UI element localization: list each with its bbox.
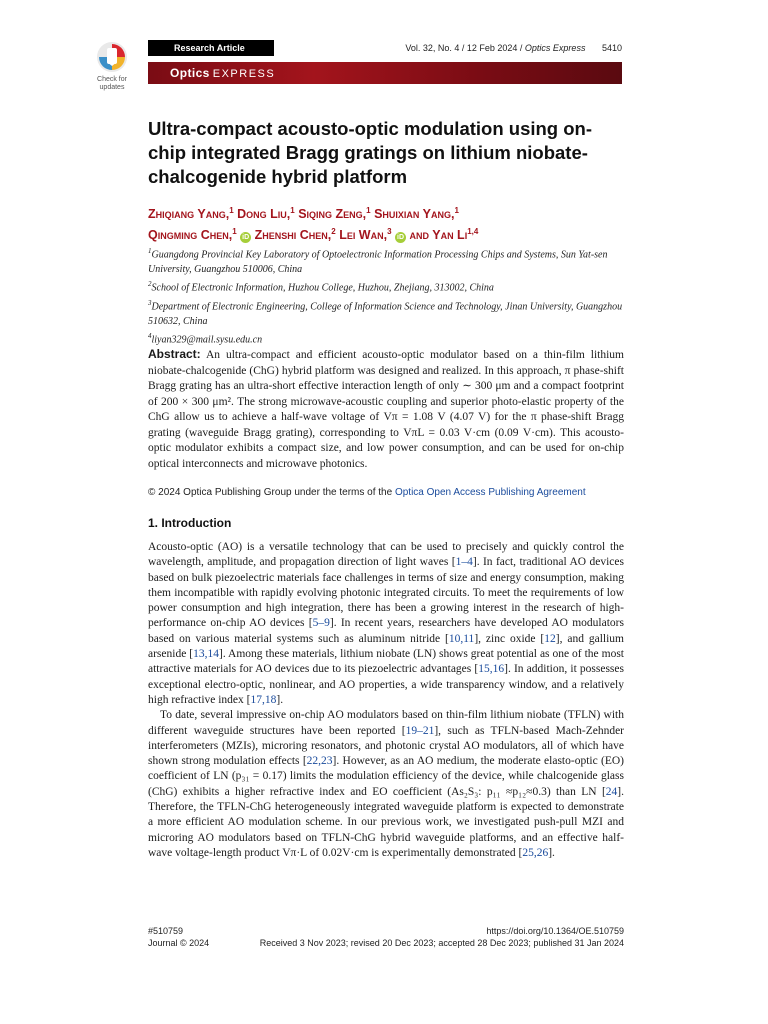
journal-italic: Optics Express bbox=[524, 43, 586, 53]
citation-link[interactable]: 1–4 bbox=[455, 556, 473, 569]
affiliation: $^1$Guangdong Provincial Key Laboratory of Optoelectronic Information Processing Chips and Systems, Sun Yat-sen University, Guangzhou 510006, China bbox=[148, 247, 608, 276]
paragraph-text: ]. In addition, it possesses exceptional electro-optic, nonlinear, and AO properties, a wide transparency window, and a relatively high refractive index [ bbox=[148, 663, 624, 706]
author: Lei Wan,$^3$ bbox=[339, 227, 392, 243]
open-access-link[interactable]: Optica Open Access Publishing Agreement bbox=[394, 487, 586, 498]
paragraph bbox=[148, 708, 624, 861]
badge-text: Check for updates bbox=[97, 76, 127, 91]
paragraph-text: ], and gallium arsenide [ bbox=[148, 632, 624, 661]
author: Siqing Zeng,$^1$ bbox=[298, 206, 371, 222]
article-id: #510759 bbox=[148, 926, 184, 936]
citation-link[interactable]: 12 bbox=[544, 632, 556, 645]
crossmark-icon bbox=[95, 40, 129, 74]
citation-link[interactable]: 22,23 bbox=[306, 755, 333, 768]
citation-link[interactable]: 13,14 bbox=[193, 648, 219, 661]
paragraph-text: Acousto-optic (AO) is a versatile technology that can be used to precisely and quickly control the wavelength, amplitude, and propagation direction of light waves [ bbox=[148, 541, 624, 569]
paragraph-text: ]. However, as an AO medium, the moderate elasto-optic (EO) coefficient of LN (p₃₁ = 0.17) limits the modulation efficiency of the device, while chalcogenide glass (ChG) exhibits a higher refractive index and EO coefficient (As₂S₃: p₁₁ ≈p₁₂≈0.3) than LN [ bbox=[148, 755, 624, 798]
article-header-bar bbox=[148, 40, 622, 56]
affiliation: $^2$School of Electronic Information, Huzhou College, Huzhou, Zhejiang, 313002, China bbox=[148, 280, 494, 294]
paragraph-text: ]. In fact, traditional AO devices based on bulk piezoelectric materials face challenges in terms of size and energy consumption, making them incompatible with rapidly evolving photonic integrated circuits. To meet the requirements of low power consumption and high integration, there has been a growing interest in the research of high-performance on-chip AO devices [ bbox=[148, 556, 624, 630]
section-heading: 1. Introduction bbox=[148, 516, 232, 530]
author: Zhiqiang Yang,$^1$ bbox=[148, 206, 234, 222]
journal-banner bbox=[148, 62, 622, 84]
abstract-label: Abstract: bbox=[148, 347, 201, 361]
paragraph-text: ]. Therefore, the TFLN-ChG heterogeneously integrated waveguide platform is expected to demonstrate a more efficient AO modulation scheme. In our previous work, we investigated push-pull MZI and microring AO modulators based on TFLN-ChG hybrid waveguide platforms, and an effective half-wave voltage-length product Vπ·L of 0.02V·cm is experimentally demonstrated [ bbox=[148, 785, 624, 859]
paper-title: Ultra-compact acousto-optic modulation using on-chip integrated Bragg gratings on lithium niobate-chalcogenide hybrid platform bbox=[148, 118, 592, 187]
paragraph-text: ]. Among these materials, lithium niobate (LN) shows great potential as one of the most attractive materials for AO devices due to its piezoelectric advantages [ bbox=[148, 648, 624, 676]
citation-link[interactable]: 5–9 bbox=[312, 617, 330, 630]
journal-copyright: Journal © 2024 bbox=[148, 938, 210, 948]
paragraph-text: ], zinc oxide [ bbox=[474, 632, 545, 645]
paragraph-text: ]. bbox=[276, 693, 284, 706]
citation-link[interactable]: 15,16 bbox=[478, 663, 505, 676]
citation-link[interactable]: 10,11 bbox=[448, 632, 475, 645]
publication-dates: Received 3 Nov 2023; revised 20 Dec 2023; accepted 28 Dec 2023; published 31 Jan 2024 bbox=[259, 938, 624, 948]
citation-link[interactable]: 17,18 bbox=[250, 693, 277, 706]
orcid-icon[interactable]: iD bbox=[397, 234, 405, 242]
citation-link[interactable]: 19–21 bbox=[405, 724, 435, 737]
abstract bbox=[148, 347, 624, 472]
orcid-icon[interactable]: iD bbox=[242, 234, 250, 242]
paragraph-text: To date, several impressive on-chip AO modulators based on thin-film lithium niobate (TFLN) with different waveguide structures have been reported [ bbox=[148, 709, 624, 737]
introduction-body bbox=[148, 540, 624, 861]
affiliation: $^3$Department of Electronic Engineering, College of Information Science and Technology, Jinan University, Guangzhou 510632, China bbox=[148, 298, 623, 327]
article-type-label: Research Article bbox=[148, 40, 274, 56]
abstract-text: An ultra-compact and efficient acousto-optic modulator based on a thin-film lithium niobate-chalcogenide (ChG) hybrid platform was designed and realized. In this approach, π phase-shift Bragg grating has an ultra-short effective interaction length of only ∼ 300 μm and a compact footprint of 200 × 300 μm². The strong microwave-acoustic coupling and superior photo-elastic property of the ChG allow us to achieve a half-wave voltage of Vπ = 1.08 V (4.07 V) for the π phase-shift Bragg grating (waveguide Bragg grating), corresponding to VπL = 0.03 V·cm (0.09 V·cm). This acousto-optic modulator exhibits a compact size, and low power consumption, and can be used for on-chip optical interconnects and microwave photonics. bbox=[148, 349, 624, 470]
check-for-updates-badge[interactable] bbox=[90, 40, 134, 92]
paragraph bbox=[148, 540, 624, 708]
page-number: 5410 bbox=[601, 43, 622, 53]
paragraph-text: ]. bbox=[548, 846, 555, 859]
author: and Yan Li$^{1,4}$ bbox=[409, 227, 479, 243]
affiliation-email[interactable]: $^4$liyan329@mail.sysu.edu.cn bbox=[148, 331, 263, 346]
paragraph-text: ]. In recent years, researchers have developed AO modulators based on various material systems such as aluminum nitride [ bbox=[148, 617, 624, 645]
author: Zhenshi Chen,$^2$ bbox=[254, 227, 336, 243]
journal-logo: Optics EXPRESS bbox=[170, 66, 276, 80]
citation-link[interactable]: 24 bbox=[605, 785, 618, 798]
author: Qingming Chen,$^1$ bbox=[148, 227, 237, 243]
copyright-notice: © 2024 Optica Publishing Group under the terms of the Optica Open Access Publishing Agreement bbox=[148, 487, 586, 498]
paragraph-text: ], such as TFLN-based Mach-Zehnder interferometers (MZIs), microring resonators, and photonic crystal AO modulators, all of which have shown strong modulation effects [ bbox=[148, 724, 625, 768]
doi-link[interactable]: https://doi.org/10.1364/OE.510759 bbox=[486, 926, 624, 936]
page-footer bbox=[148, 925, 624, 949]
author-list bbox=[148, 202, 628, 244]
citation-link[interactable]: 25,26 bbox=[522, 846, 549, 859]
author: Shuixian Yang,$^1$ bbox=[374, 206, 459, 222]
affiliations bbox=[148, 244, 626, 347]
volume-info: Vol. 32, No. 4 / 12 Feb 2024 / Optics Express 5410 bbox=[405, 43, 622, 53]
author: Dong Liu,$^1$ bbox=[237, 206, 295, 222]
